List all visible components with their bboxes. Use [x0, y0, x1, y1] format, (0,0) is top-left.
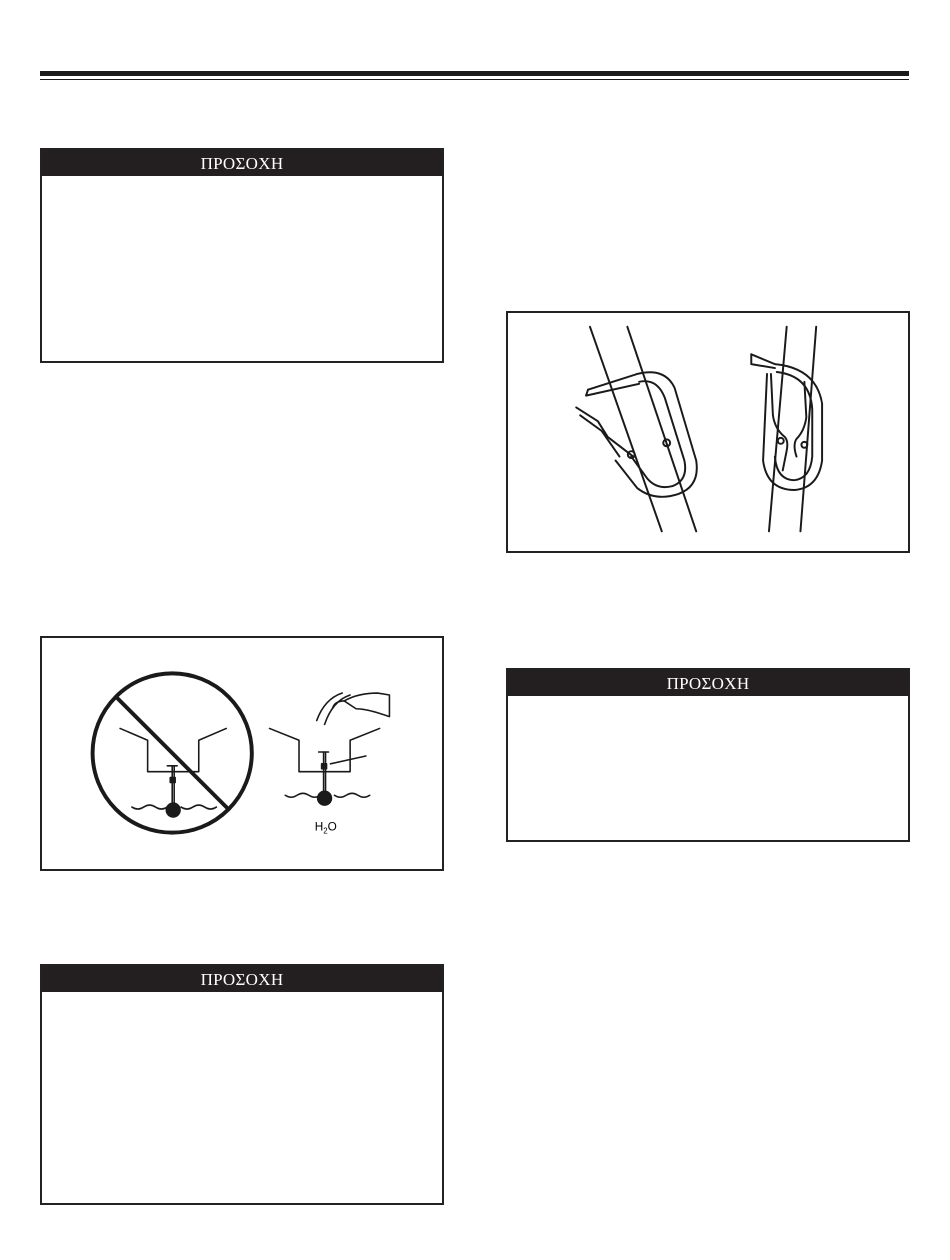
- rope-clip-figure: [506, 311, 910, 553]
- caution-header: ΠΡΟΣΟΧΗ: [42, 150, 442, 176]
- caution-box: [506, 668, 910, 842]
- caution-box: [40, 964, 444, 1205]
- caution-box: [40, 148, 444, 363]
- drain-figure: [40, 636, 444, 871]
- caution-header: ΠΡΟΣΟΧΗ: [42, 966, 442, 992]
- caution-header: ΠΡΟΣΟΧΗ: [508, 670, 908, 696]
- rope-clip-illustration: [508, 313, 908, 551]
- header-rule-thin: [40, 79, 909, 80]
- h2o-label: $H_2O$: [314, 820, 337, 836]
- header-rule-thick: [40, 71, 909, 76]
- drain-illustration: [42, 638, 442, 869]
